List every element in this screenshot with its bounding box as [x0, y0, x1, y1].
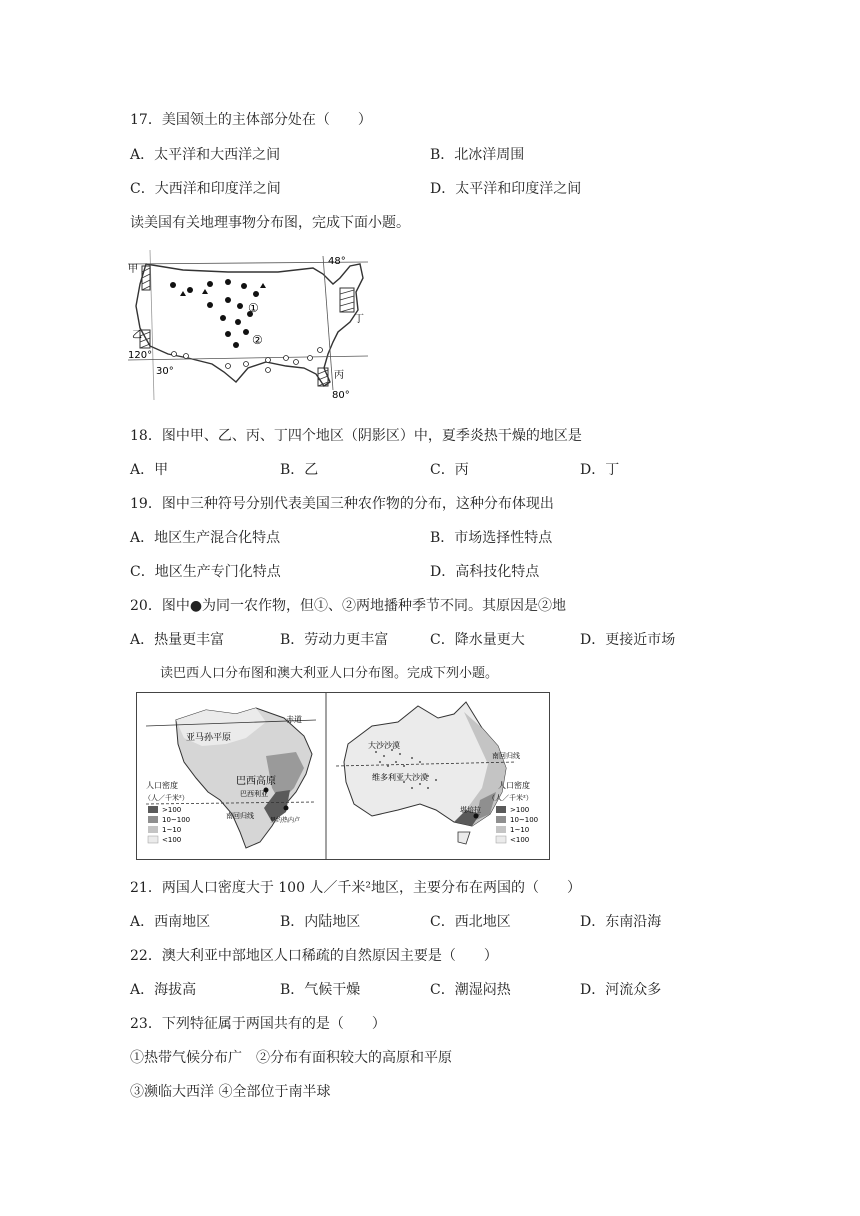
- label-jia: 甲: [128, 264, 138, 275]
- population-maps-figure: [136, 692, 550, 860]
- q23-statements-line-1: ①热带气候分布广 ②分布有面积较大的高原和平原: [130, 1050, 452, 1066]
- legend-item-2: 10~100: [510, 816, 539, 824]
- label-great-sandy-desert: 大沙沙漠: [368, 741, 400, 750]
- q18-option-c: C．丙: [430, 462, 469, 478]
- label-amazon-plain: 亚马孙平原: [186, 733, 232, 743]
- label-place-1: ①: [248, 301, 259, 315]
- q19-option-d: D．高科技化特点: [430, 564, 540, 580]
- usa-distribution-map: [128, 250, 368, 400]
- label-lat-48: 48°: [328, 256, 346, 267]
- label-great-victoria-desert: 维多利亚大沙漠: [372, 773, 428, 782]
- q19-option-c: C．地区生产专门化特点: [130, 564, 281, 580]
- label-capricorn-australia: 南回归线: [492, 752, 520, 760]
- label-lon-80: 80°: [332, 390, 350, 400]
- question-17-stem: 17．美国领土的主体部分处在（ ）: [130, 112, 372, 128]
- legend-title: 人口密度: [146, 781, 178, 790]
- label-bing: 丙: [334, 370, 344, 381]
- q17-option-b: B．北冰洋周围: [430, 147, 525, 163]
- legend-item-4: <100: [162, 836, 182, 844]
- legend-item-2: 10~100: [162, 816, 191, 824]
- label-brasilia: 巴西利亚: [240, 790, 268, 798]
- label-place-2: ②: [252, 333, 263, 347]
- legend-item-4: <100: [510, 836, 530, 844]
- q18-option-b: B．乙: [280, 462, 319, 478]
- q22-option-c: C．潮湿闷热: [430, 982, 511, 998]
- q23-statements-line-2: ③濒临大西洋 ④全部位于南半球: [130, 1084, 331, 1100]
- label-rio: 里约热内卢: [270, 817, 301, 824]
- legend-item-1: >100: [162, 806, 182, 814]
- q21-option-a: A．西南地区: [130, 914, 211, 930]
- legend-item-1: >100: [510, 806, 530, 814]
- q20-option-c: C．降水量更大: [430, 632, 525, 648]
- label-lat-30: 30°: [156, 366, 174, 377]
- legend-unit: （人／千米²）: [488, 794, 533, 802]
- q22-option-a: A．海拔高: [130, 982, 197, 998]
- question-18-stem: 18．图中甲、乙、丙、丁四个地区（阴影区）中，夏季炎热干燥的地区是: [130, 428, 582, 444]
- q20-option-a: A．热量更丰富: [130, 632, 225, 648]
- q21-option-c: C．西北地区: [430, 914, 511, 930]
- q18-option-a: A．甲: [130, 462, 169, 478]
- label-brazil-plateau: 巴西高原: [236, 776, 276, 787]
- label-lon-120: 120°: [128, 350, 153, 361]
- q22-option-b: B．气候干燥: [280, 982, 361, 998]
- label-ding: 丁: [354, 314, 364, 325]
- legend-unit: （人／千米²）: [144, 794, 189, 802]
- q17-option-c: C．大西洋和印度洋之间: [130, 181, 281, 197]
- q17-option-a: A．太平洋和大西洋之间: [130, 147, 281, 163]
- question-20-stem: 20．图中●为同一农作物，但①、②两地播种季节不同。其原因是②地: [130, 598, 567, 614]
- legend-title: 人口密度: [498, 781, 530, 790]
- label-yi: 乙: [132, 330, 142, 341]
- label-capricorn-brazil: 南回归线: [226, 812, 254, 820]
- q21-option-d: D．东南沿海: [580, 914, 662, 930]
- reading-intro-brazil-australia: 读巴西人口分布图和澳大利亚人口分布图。完成下列小题。: [160, 666, 499, 681]
- q20-option-d: D．更接近市场: [580, 632, 676, 648]
- q19-option-a: A．地区生产混合化特点: [130, 530, 281, 546]
- question-21-stem: 21．两国人口密度大于 100 人／千米²地区，主要分布在两国的（ ）: [130, 880, 582, 896]
- q21-option-b: B．内陆地区: [280, 914, 361, 930]
- legend-item-3: 1~10: [510, 826, 530, 834]
- question-22-stem: 22．澳大利亚中部地区人口稀疏的自然原因主要是（ ）: [130, 948, 498, 964]
- q17-option-d: D．太平洋和印度洋之间: [430, 181, 582, 197]
- label-canberra: 堪培拉: [460, 806, 481, 814]
- label-equator: 赤道: [286, 715, 302, 724]
- reading-intro-usa: 读美国有关地理事物分布图，完成下面小题。: [130, 215, 410, 231]
- question-23-stem: 23．下列特征属于两国共有的是（ ）: [130, 1016, 386, 1032]
- q20-option-b: B．劳动力更丰富: [280, 632, 389, 648]
- question-19-stem: 19．图中三种符号分别代表美国三种农作物的分布，这种分布体现出: [130, 496, 554, 512]
- q19-option-b: B．市场选择性特点: [430, 530, 553, 546]
- q22-option-d: D．河流众多: [580, 982, 662, 998]
- legend-item-3: 1~10: [162, 826, 182, 834]
- q18-option-d: D．丁: [580, 462, 620, 478]
